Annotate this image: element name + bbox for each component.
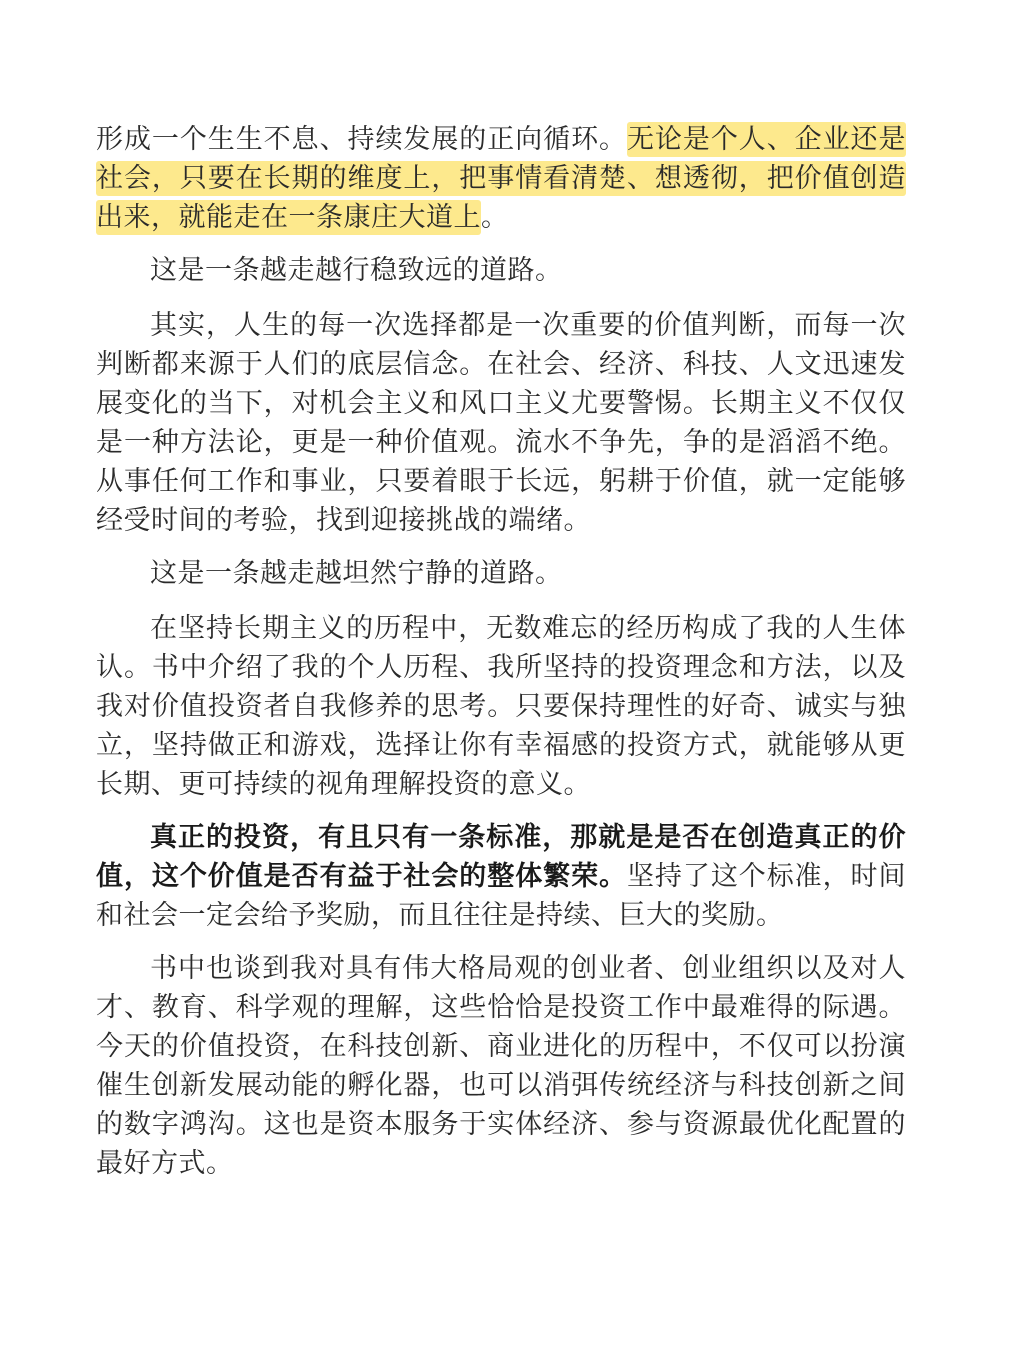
paragraph-6 — [96, 818, 906, 935]
document-page — [96, 120, 906, 1197]
paragraph-2: 这是一条越走越行稳致远的道路。 — [150, 255, 563, 286]
bold-statement: 真正的投资，有且只有一条标准，那就是是否在创造真正的价值，这个价值是否有益于社会的整体繁荣。 — [96, 822, 906, 892]
paragraph-3: 其实，人生的每一次选择都是一次重要的价值判断，而每一次判断都来源于人们的底层信念。在社会、经济、科技、人文迅速发展变化的当下，对机会主义和风口主义尤要警惕。长期主义不仅仅是一种方法论，更是一种价值观。流水不争先，争的是滔滔不绝。从事任何工作和事业，只要着眼于长远，躬耕于价值，就一定能够经受时间的考验，找到迎接挑战的端绪。 — [96, 310, 906, 536]
paragraph-1-tail: 。 — [481, 202, 509, 233]
paragraph-6-rest: 坚持了这个标准，时间和社会一定会给予奖励，而且往往是持续、巨大的奖励。 — [96, 861, 907, 931]
paragraph-5: 在坚持长期主义的历程中，无数难忘的经历构成了我的人生体认。书中介绍了我的个人历程、我所坚持的投资理念和方法，以及我对价值投资者自我修养的思考。只要保持理性的好奇、诚实与独立，坚持做正和游戏，选择让你有幸福感的投资方式，就能够从更长期、更可持续的视角理解投资的意义。 — [96, 613, 906, 800]
highlighted-text: 无论是个人、企业还是社会，只要在长期的维度上，把事情看清楚、想透彻，把价值创造出来，就能走在一条康庄大道上 — [96, 124, 907, 233]
paragraph-1-plain: 形成一个生生不息、持续发展的正向循环。 — [96, 124, 627, 155]
paragraph-4: 这是一条越走越坦然宁静的道路。 — [150, 558, 563, 589]
paragraph-1 — [96, 120, 906, 237]
paragraph-7: 书中也谈到我对具有伟大格局观的创业者、创业组织以及对人才、教育、科学观的理解，这些恰恰是投资工作中最难得的际遇。今天的价值投资，在科技创新、商业进化的历程中，不仅可以扮演催生创新发展动能的孵化器，也可以消弭传统经济与科技创新之间的数字鸿沟。这也是资本服务于实体经济、参与资源最优化配置的最好方式。 — [96, 953, 906, 1179]
